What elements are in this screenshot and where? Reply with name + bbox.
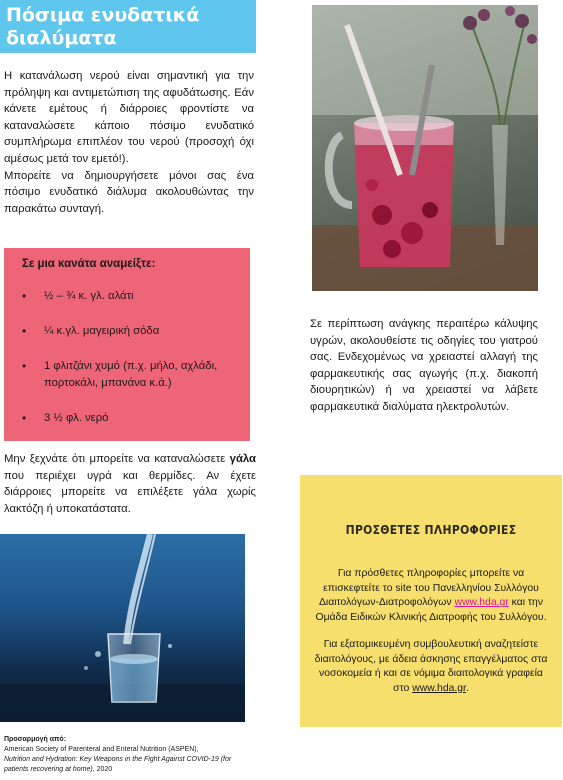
berry-drink-photo (312, 5, 538, 291)
info-p2-after: . (465, 682, 469, 694)
info-paragraph-2 (310, 638, 552, 697)
recipe-item: • ¼ κ.γλ. μαγειρική σόδα (22, 323, 238, 340)
recipe-heading: Σε μια κανάτα αναμείξτε: (22, 258, 156, 270)
recipe-item: • ½ – ¾ κ. γλ. αλάτι (22, 288, 238, 305)
additional-info-box (300, 475, 562, 727)
source-citation (4, 735, 254, 775)
title-line-1: Πόσιμα ενυδατικά (6, 4, 200, 26)
berry-drink-illustration (312, 5, 538, 291)
title-line-2: διαλύματα (6, 27, 117, 49)
info-p2-before: Για εξατομικευμένη συμβουλευτική αναζητείστε διαιτολόγους, με άδεια άσκησης επαγγέλματος στα νοσοκομεία ή και σε νόμιμα διαιτολογικά γραφεία στο (314, 638, 548, 694)
recipe-item: • 3 ½ φλ. νερό (22, 410, 238, 427)
doctor-advice-paragraph: Σε περίπτωση ανάγκης περαιτέρω κάλυψης υγρών, ακολουθείστε τις οδηγίες του γιατρού σας. Ενδεχομένως να χρειαστεί αλλαγή της φαρμακευτικής σας αγωγής (π.χ. διακοπή διουρητικών) ή να χρειαστεί να λάβετε φαρμακευτικά διαλύματα ηλεκτρολυτών. (310, 318, 538, 413)
milk-text-after: που περιέχει υγρά και θερμίδες. Αν έχετε διάρροιες μπορείτε να επιλέξετε γάλα χωρίς λακτόζη ή υποκατάστατα. (4, 469, 256, 515)
intro-paragraph-1: Η κατανάλωση νερού είναι σημαντική για την πρόληψη και αντιμετώπιση της αφυδάτωσης. Εάν κάνετε εμέτους ή διάρροιες φροντίστε να καταναλώσετε κάποιο πόσιμο ενυδατικό συμπλήρωμα επιπλέον του νερού (προσοχή όχι αμέσως μετά τον εμετό!). (4, 70, 254, 165)
info-paragraph-1 (310, 567, 552, 626)
water-glass-photo (0, 534, 245, 722)
recipe-list (22, 288, 238, 427)
info-p1-after: και την Ομάδα Ειδικών Κλινικής Διατροφής του Συλλόγου. (315, 597, 547, 624)
title-banner (0, 0, 256, 53)
milk-bold-word: γάλα (229, 453, 256, 465)
water-glass-illustration (0, 534, 245, 722)
source-italic-title: Nutrition and Hydration: Key Weapons in the Fight Against COVID-19 (for patients recovering at home) (4, 756, 232, 773)
source-line: American Society of Parenteral and Enteral Nutrition (ASPEN), (4, 746, 199, 753)
milk-paragraph (4, 451, 256, 517)
page-title (6, 4, 250, 50)
hda-link-2[interactable]: www.hda.gr (412, 682, 466, 694)
additional-info-title: ΠΡΟΣΘΕΤΕΣ ΠΛΗΡΟΦΟΡΙΕΣ (345, 523, 517, 537)
intro-text (4, 68, 254, 217)
source-year: , 2020 (92, 766, 113, 773)
intro-paragraph-2: Μπορείτε να δημιουργήσετε μόνοι σας ένα πόσιμο ενυδατικό διάλυμα ακολουθώντας την παρακάτω συνταγή. (4, 169, 254, 215)
source-title: Προσαρμογή από: (4, 736, 67, 743)
milk-text-before: Μην ξεχνάτε ότι μπορείτε να καταναλώσετε (4, 453, 230, 465)
recipe-item: • 1 φλιτζάνι χυμό (π.χ. μήλο, αχλάδι, πορτοκάλι, μπανάνα κ.ά.) (22, 358, 238, 392)
hda-link[interactable]: www.hda.gr (454, 597, 509, 609)
recipe-box (4, 248, 250, 441)
info-p1-before: Για πρόσθετες πληροφορίες μπορείτε να επισκεφτείτε το site του Πανελληνίου Συλλόγου Διαιτολόγων-Διατροφολόγων (318, 568, 539, 609)
